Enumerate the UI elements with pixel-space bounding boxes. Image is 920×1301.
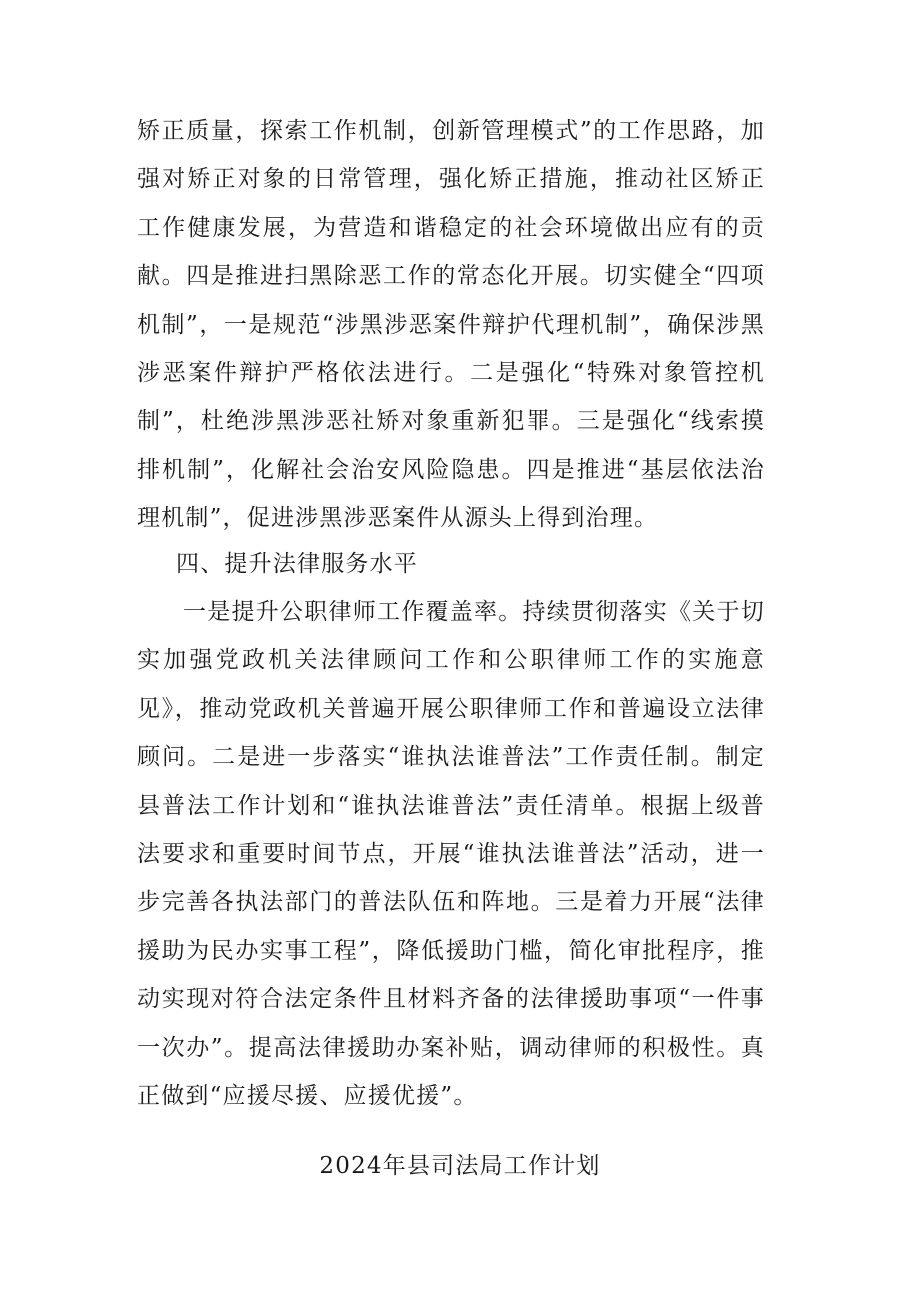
body-paragraph-continued: 矫正质量，探索工作机制，创新管理模式”的工作思路，加强对矫正对象的日常管理，强化矫正措施，推动社区矫正工作健康发展，为营造和谐稳定的社会环境做出应有的贡献。四是推进扫黑除恶工作的常态化开展。切实健全“四项机制”，一是规范“涉黑涉恶案件辩护代理机制”，确保涉黑涉恶案件辩护严格依法进行。二是强化“特殊对象管控机制”，杜绝涉黑涉恶社矫对象重新犯罪。三是强化“线索摸排机制”，化解社会治安风险隐患。四是推进“基层依法治理机制”，促进涉黑涉恶案件从源头上得到治理。 xyxy=(137,118,765,532)
section-heading: 四、提升法律服务水平 xyxy=(176,551,418,577)
document-title: 2024年县司法局工作计划 xyxy=(319,1153,601,1179)
body-paragraph-legal-services: 一是提升公职律师工作覆盖率。持续贯彻落实《关于切实加强党政机关法律顾问工作和公职律师工作的实施意见》，推动党政机关普遍开展公职律师工作和普遍设立法律顾问。二是进一步落实“谁执法谁普法”工作责任制。制定县普法工作计划和“谁执法谁普法”责任清单。根据上级普法要求和重要时间节点，开展“谁执法谁普法”活动，进一步完善各执法部门的普法队伍和阵地。三是着力开展“法律援助为民办实事工程”，降低援助门槛，简化审批程序，推动实现对符合法定条件且材料齐备的法律援助事项“一件事一次办”。提高法律援助办案补贴，调动律师的积极性。真正做到“应援尽援、应援优援”。 xyxy=(137,599,765,1110)
